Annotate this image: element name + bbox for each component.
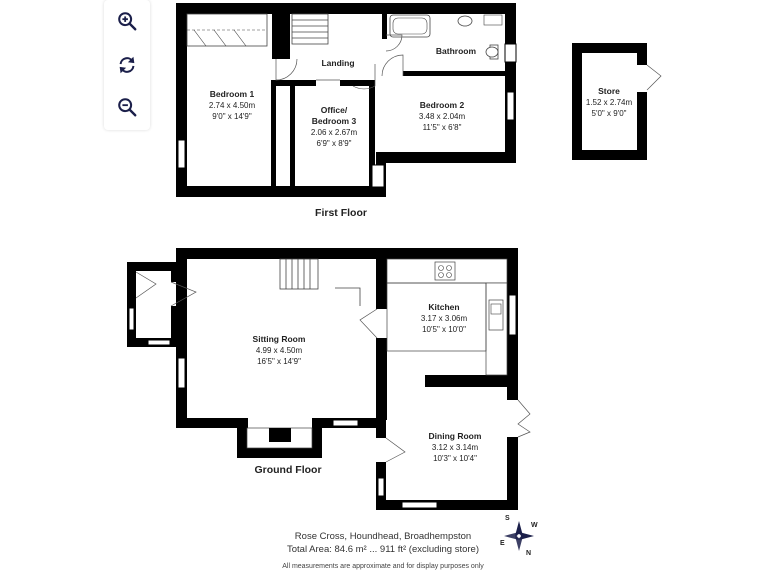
kitchen-metric: 3.17 x 3.06m — [420, 314, 468, 323]
store-metric: 1.52 x 2.74m — [585, 98, 633, 107]
bedroom2-metric: 3.48 x 2.04m — [418, 112, 466, 121]
ground-floor-plan — [127, 248, 530, 510]
bedroom2-imperial: 11'5" x 6'8" — [422, 123, 462, 132]
sitting-room-metric: 4.99 x 4.50m — [255, 346, 303, 355]
total-area: Total Area: 84.6 m² ... 911 ft² (excluding store) — [286, 544, 480, 555]
ground-floor-label: Ground Floor — [254, 464, 322, 476]
dining-room-name: Dining Room — [428, 431, 482, 441]
bedroom2-name: Bedroom 2 — [419, 100, 465, 110]
disclaimer: All measurements are approximate and for display purposes only — [282, 563, 484, 570]
compass-s: S — [505, 515, 510, 522]
dining-room-metric: 3.12 x 3.14m — [431, 443, 479, 452]
bathroom-name: Bathroom — [435, 46, 477, 56]
office-metric: 2.06 x 2.67m — [310, 128, 358, 137]
compass-e: E — [500, 540, 505, 547]
bedroom1-metric: 2.74 x 4.50m — [208, 101, 256, 110]
first-floor-label: First Floor — [315, 207, 367, 219]
store-name: Store — [598, 86, 620, 96]
dining-room-imperial: 10'3" x 10'4" — [433, 454, 477, 463]
sitting-room-imperial: 16'5" x 14'9" — [257, 357, 301, 366]
kitchen-name: Kitchen — [428, 302, 460, 312]
compass-icon — [500, 515, 538, 557]
address: Rose Cross, Houndhead, Broadhempston — [294, 531, 472, 542]
store-imperial: 5'0" x 9'0" — [591, 109, 627, 118]
office-name-line2: Bedroom 3 — [311, 116, 357, 126]
office-imperial: 6'9" x 8'9" — [316, 139, 352, 148]
compass-w: W — [531, 522, 538, 529]
office-name-line1: Office/ — [320, 105, 348, 115]
kitchen-imperial: 10'5" x 10'0" — [422, 325, 466, 334]
compass-n: N — [526, 550, 532, 557]
sitting-room-name: Sitting Room — [252, 334, 306, 344]
bedroom1-imperial: 9'0" x 14'9" — [212, 112, 252, 121]
first-floor-plan — [176, 3, 516, 197]
landing-name: Landing — [321, 58, 355, 68]
bedroom1-name: Bedroom 1 — [209, 89, 255, 99]
